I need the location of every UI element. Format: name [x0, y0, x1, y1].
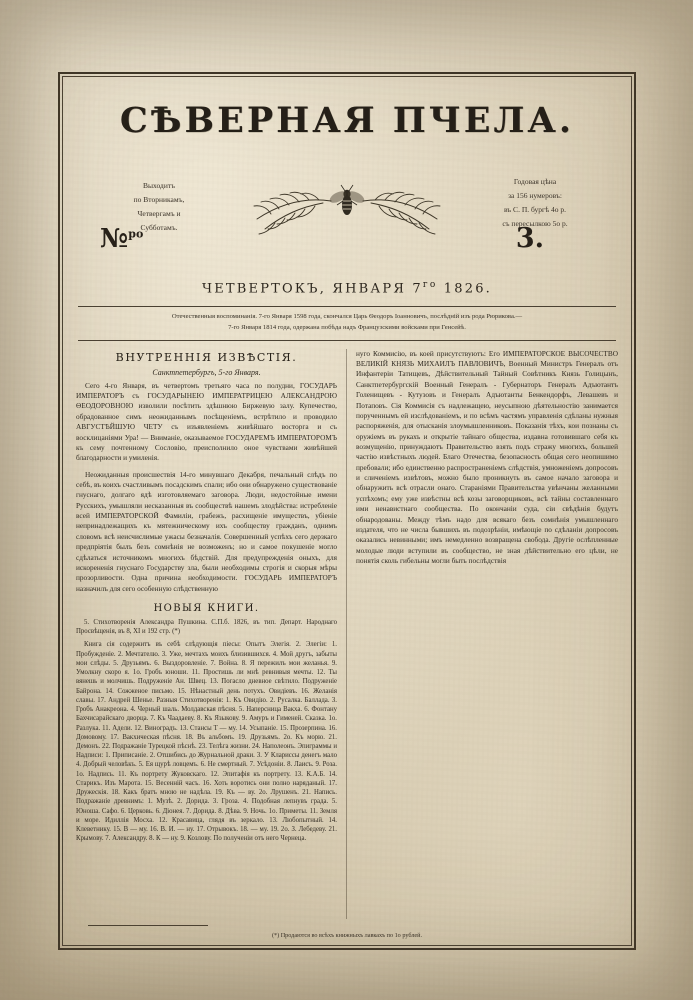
price-line-3: въ С. П. бургѣ 4о р.: [503, 204, 567, 214]
schedule-line-4: Субботамъ.: [140, 222, 178, 232]
left-column: [76, 349, 347, 919]
dateline-month: ЯНВАРЯ: [332, 281, 407, 297]
publication-schedule: [84, 157, 234, 235]
schedule-line-1: Выходитъ: [142, 181, 176, 190]
issue-number-label: [100, 224, 143, 254]
book-entry: 5. Стихотворенія Александра Пушкина. С.П.б. 1826, въ тип. Департ. Народнаго Просвѣщенія, въ 8, XI и 192 стр. (*): [76, 618, 337, 636]
number-sign: №: [100, 224, 129, 254]
article-paragraph: Неожиданныя происшествія 14-го минувшаго Декабря, печальный слѣдъ по себѣ, въ коихъ счастливымъ посадскимъ спали; ибо они обнаружено существованіе гнуснаго, долгаго ядѣ изготовляемаго заговора. Люди, недостойные имени Русскихъ, умышляли несказанныя въ сообществѣ нашемъ злодѣйства: истребленіе всей ИМПЕРАТОРСКОЙ Фамиліи, грабежъ, расхищеніе имуществъ, убіеніе непринадлежащихъ къ мятежническому ихъ сообществу гражданъ, однимъ словомъ всѣ неисчислимые ужасы безначалія. Совершенный успѣхъ сего дерзкаго предпріятія былъ безъ сомнѣнія не возможенъ; но и самое покушеніе могло сдѣлаться источникомъ многихъ бѣдствій. Для предупрежденія оныхъ, для искорененія гнуснаго Государству зла, были необходимы строгія и скорыя мѣры прозорливости. Одна причина необходимости. ГОСУДАРЬ ИМПЕРАТОРЪ назначилъ для сего особенную слѣдственную: [76, 469, 337, 593]
anniversary-line-1: Отечественныя воспоминанія. 7-го Января 1598 года, скончался Царь Ѳеодоръ Іоанновичъ, послѣдній изъ рода Рюрикова.—: [171, 313, 523, 321]
number-sign-sup: ро: [128, 227, 144, 241]
price-line-1: Годовая цѣна: [513, 177, 557, 186]
divider-bottom: [78, 340, 616, 341]
section-title-domestic-news: ВНУТРЕННІЯ ИЗВѢСТІЯ.: [115, 350, 298, 364]
footnote-divider: [88, 925, 208, 926]
bee-icon: [328, 185, 366, 215]
book-entry-details: Книга сія содержитъ въ себѣ слѣдующія піесы: Опытъ Элегія. 2. Элегіи: 1. Пробужденіе. 2. Мечтателю. 3. Уже, мечтахъ моихъ близившихся. 4. Мой другъ, забыты мои слѣды. 5. Друзьямъ. 6. Выздоровленіе. 7. Война. 8. Я пережилъ мои желанья. 9. Умолкну скоро я. 1о. Гробъ юноши. 11. Простишь ли мнѣ ревнивыя мечты. 12. Ты вянешь и молчишь. Подруженіе Ан. Швец. 13. Погасло дневное свѣтило. Подруженіе Байрона. 14. Сожженое письмо. 15. Нѣнастный день потухъ. Овидіевъ. 16. Желанія славы. 17. Андрей Шенье. Разныя Стихотворенія: 1. Къ Овидію. 2. Русалка. Баллада. 3. Гробъ Анакреона. 4. Черный шаль. Молдавская пѣсня. 5. Наперсница Вакха. 6. Фонтану Бахчисарайскаго дворца. 7. Къ Чаадаеву. 8. Къ Языкову. 9. Амуръ и Гименей. Сказка. 1о. Разлука. 11. Адели. 12. Виноградъ. 13. Стансы Т — му. 14. Усыпаніе. 15. Прозерпина. 16. Домовому. 17. Вакхическая пѣсня. 18. Въ альбомъ. 19. Друзьямъ. 2о. Къ морю. 21. Демонъ. 22. Подражаніе Турецкой пѣснѣ. 23. Телѣга жизни. 24. Наполеонъ. Эпиграммы и Надписи: 1. Приписаніе. 2. Отшибись до Журнальной драки. 3. У Клариссы денегъ мало 4. Добрый человѣкъ. 5. Ея щурѣ ловцемъ. 6. Не смертный. 7. Усѣдоніи. 8. Лаисъ. 9. Роза. 1о. Надпись. 11. Къ портрету Жуковскаго. 12. Эпитафія къ портрету. 13. К.А.Б. 14. Старикъ. Изъ Марота. 15. Весенній часъ. 16. Хоть воротись они полно наряданый. 17. Дружескія. 18. Какъ братъ мною не надѣла. 19. Къ — ву. 2о. Лрушенъ. 21. Напись. Подражаніе древнимъ: 1. Музѣ. 2. Дорида. 3. Гроза. 4. Подобная лепнувъ града. 5. Юноша. Сафо. 6. Церковь. 6. Діонея. 7. Дорида. 8. Дѣва. 9. Ночь. 1о. Приметы. 11. Земля и море. Идиллія Мосха. 12. Красавица, глядя въ зеркало. 13. Любопытный. 14. Клеветнику. 15. В — му. 16. В. И. — ну. 17. Отрывокъ. 18. — му. 19. 2о. З. Лебедеву. 21. Крымову. 7. Александру. 8. К — ну. 9. Козлову. По полученіи отъ него Чернеца.: [76, 641, 337, 843]
schedule-line-3: Четвергамъ и: [137, 208, 181, 218]
article-paragraph: Сего 4-го Января, въ четвертомъ третьяго часа по полудни, ГОСУДАРЬ ИМПЕРАТОРЪ съ ГОСУДАРЫНЕЮ ИМПЕРАТРИЦЕЮ АЛЕКСАНДРОЮ ѲЕОДОРОВНОЮ изволили посѣтить здѣшнюю Биржевую залу. Купечество, обрадованное симъ неожиданнымъ посѣщеніемъ, встрѣтило и проводило АВГУСТѢЙШУЮ ЧЕТУ съ изъявленіемъ живѣйшаго восторга и съ восклицаніями Ура! — Вниманіе, оказываемое ГОСУДАРЕМЪ ИМПЕРАТОРОМЪ къ сему почтенному Сословію, преисполнило оное чувствами живѣйшей благодарности и умиленія.: [76, 380, 337, 463]
dateline-year: 1826.: [443, 281, 493, 297]
newspaper-title: СѢВЕРНАЯ ПЧЕЛА.: [119, 100, 575, 141]
section-subtitle-place-date: Санктпетербургъ, 5-го Января.: [152, 367, 261, 377]
page-content: [70, 84, 624, 938]
right-column: [347, 349, 618, 919]
bee-and-wreath-icon: [227, 157, 467, 253]
anniversary-note: [70, 307, 624, 337]
dateline-day-sup: го: [422, 280, 438, 290]
masthead: [70, 84, 624, 141]
masthead-emblem: [234, 157, 460, 253]
price-line-4: съ пересылкою 5о р.: [502, 218, 568, 228]
dateline-day: 7: [412, 281, 423, 297]
subscription-price: [460, 157, 610, 231]
dateline-weekday: ЧЕТВЕРТОКЪ,: [201, 281, 327, 297]
anniversary-line-2: 7-го Января 1814 года, одержана побѣда надъ Французскими войсками при Генсейѣ.: [228, 323, 466, 331]
section-title-new-books: НОВЫЯ КНИГИ.: [153, 602, 260, 614]
issue-number-value: 3.: [515, 223, 544, 254]
footnote-price: (*) Продаются во всѣхъ книжныхъ лавкахъ по 1о рублей.: [271, 931, 423, 939]
article-paragraph-continued: нуго Коммисію, въ коей присутствуютъ: Его ИМПЕРАТОРСКОЕ ВЫСОЧЕСТВО ВЕЛИКІЙ КНЯЗЬ МИХАИЛЪ ПАВЛОВИЧЪ, Военный Министръ Генералъ отъ Инфантеріи Татищевъ, Дѣйствительный Тайный Совѣтникъ Князь Голицынъ, Санктпетербургскій Военный Генералъ - Губернаторъ Генералъ Адъютантъ Голенищевъ - Кутузовъ и Генералъ Адъютанты Бенкендорфъ, Левашевъ и Потаповъ. Сія Коммисія съ надлежащею, неусыпною дѣятельностію занимается порученнымъ ей изслѣдованіемъ, и по всѣмъ частямъ управленія сдѣланы нужныя распоряженія, для отысканія злоумышленниковъ. Показанія тѣхъ, кои познаны съ оружіемъ въ рукахъ и открытіе тайнаго общества, издавна готовившаго себя къ возмущенію, принуждаютъ Правительство взять подъ стражу многихъ, большей частію извѣстныхъ людей. Благо Отечества, безопасность общая сего неопишимо пребовали; ибо единственно распространеніемъ слѣдствія, умноженіемъ допросовъ и сличеніемъ извѣтовъ, можно было проникнуть въ самое начало заговора и обнаружить всѣ отрасли онаго. Стараніями Правительства увѣнчаны желанными успѣхомъ; ему уже извѣстны всѣ козы заговорщиковъ, всѣ тайны составленнаго ими ненавистнаго сообщества. По окончаніи суда, сіи свѣдѣнія будутъ обнародованы. Между тѣмъ надо для всякаго безъ сомнѣнія умышленнаго издателя, что не числа бывшихъ въ подозрѣніи, имѣющіе по сдѣланіи допросовъ оказались невинными; имъ немедленно возвращена свобода. Другіе ослѣпленные молодые люди вступили въ сообщество, не зная дѣйствительно его цѣли, не понятія сколь гибельны могли быть послѣдствія: [356, 348, 618, 565]
dateline: [70, 280, 624, 296]
price-line-2: за 156 нумеровъ:: [508, 190, 562, 200]
schedule-line-2: по Вторникамъ,: [133, 194, 185, 204]
columns-container: [70, 349, 624, 919]
